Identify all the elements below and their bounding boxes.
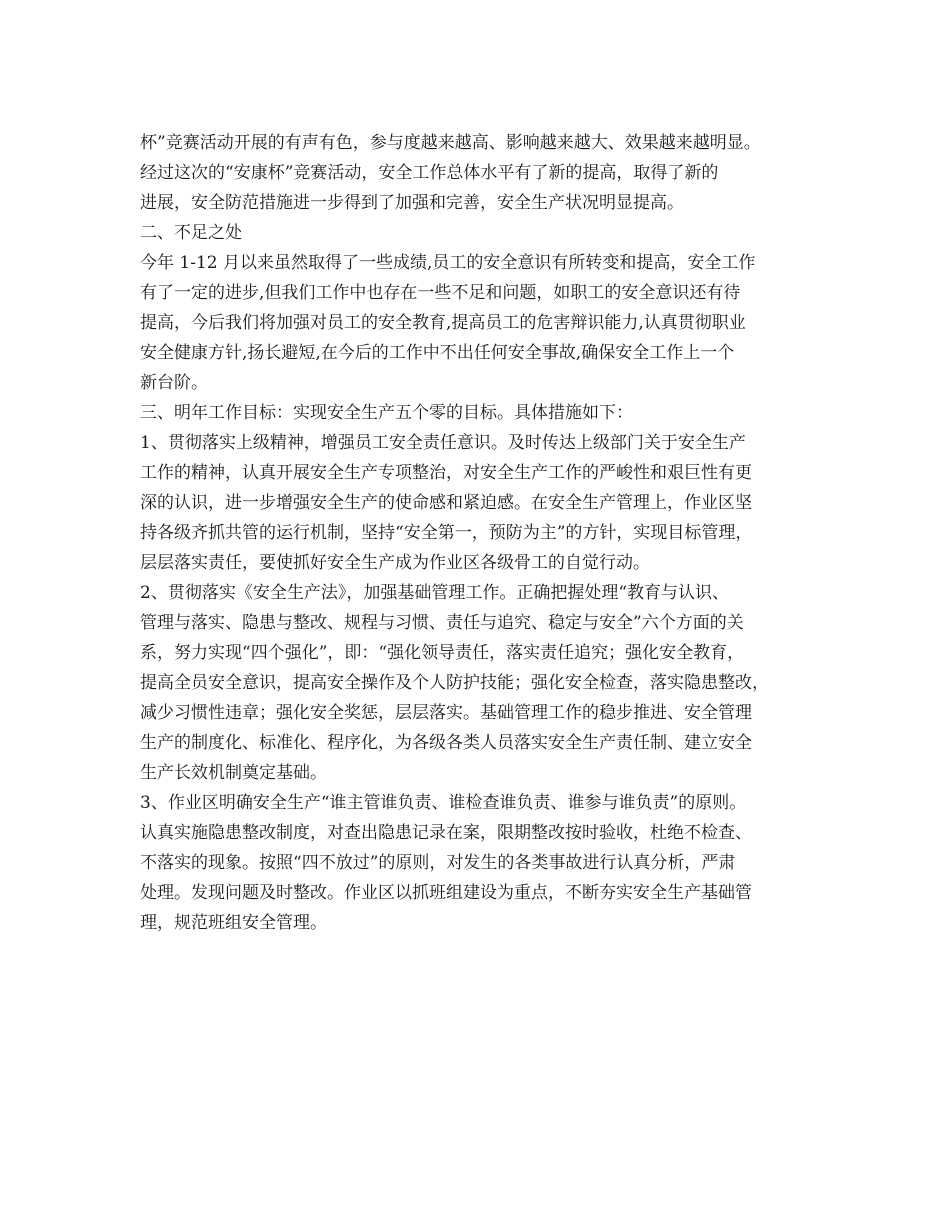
text-line: 深的认识，进一步增强安全生产的使命感和紧迫感。在安全生产管理上，作业区坚 xyxy=(140,493,752,513)
text-line: 进展，安全防范措施进一步得到了加强和完善，安全生产状况明显提高。 xyxy=(140,193,684,213)
text-line: 提高，今后我们将加强对员工的安全教育,提高员工的危害辩识能力,认真贯彻职业 xyxy=(140,313,746,333)
text-line: 今年 1-12 月以来虽然取得了一些成绩,员工的安全意识有所转变和提高，安全工作 xyxy=(140,253,756,273)
text-line: 生产的制度化、标准化、程序化，为各级各类人员落实安全生产责任制、建立安全 xyxy=(140,733,752,753)
text-line: 1、贯彻落实上级精神，增强员工安全责任意识。及时传达上级部门关于安全生产 xyxy=(140,433,746,453)
text-line: 生产长效机制奠定基础。 xyxy=(140,763,327,783)
text-line: 处理。发现问题及时整改。作业区以抓班组建设为重点，不断夯实安全生产基础管 xyxy=(140,883,752,903)
document-body xyxy=(140,128,840,938)
text-line: 3、作业区明确安全生产“谁主管谁负责、谁检查谁负责、谁参与谁负责”的原则。 xyxy=(140,793,747,813)
text-line: 新台阶。 xyxy=(140,373,208,393)
text-line: 有了一定的进步,但我们工作中也存在一些不足和问题，如职工的安全意识还有待 xyxy=(140,283,741,303)
text-line: 杯”竞赛活动开展的有声有色，参与度越来越高、影响越来越大、效果越来越明显。 xyxy=(140,133,761,153)
text-line: 认真实施隐患整改制度，对查出隐患记录在案，限期整改按时验收，杜绝不检查、 xyxy=(140,823,752,843)
text-line: 系，努力实现“四个强化”，即：“强化领导责任，落实责任追究；强化安全教育， xyxy=(140,643,745,663)
text-line: 安全健康方针,扬长避短,在今后的工作中不出任何安全事故,确保安全工作上一个 xyxy=(140,343,735,363)
text-line: 提高全员安全意识，提高安全操作及个人防护技能；强化安全检查，落实隐患整改， xyxy=(140,673,769,693)
text-line: 减少习惯性违章；强化安全奖惩，层层落实。基础管理工作的稳步推进、安全管理 xyxy=(140,703,752,723)
text-line: 2、贯彻落实《安全生产法》，加强基础管理工作。正确把握处理“教育与认识、 xyxy=(140,583,730,603)
text-line: 理，规范班组安全管理。 xyxy=(140,913,327,933)
text-line: 持各级齐抓共管的运行机制，坚持“安全第一，预防为主”的方针，实现目标管理， xyxy=(140,523,753,543)
section-heading: 三、明年工作目标：实现安全生产五个零的目标。具体措施如下： xyxy=(140,403,633,423)
text-line: 工作的精神，认真开展安全生产专项整治，对安全生产工作的严峻性和艰巨性有更 xyxy=(140,463,752,483)
text-line: 管理与落实、隐患与整改、规程与习惯、责任与追究、稳定与安全”六个方面的关 xyxy=(140,613,744,633)
section-heading: 二、不足之处 xyxy=(140,223,242,243)
text-line: 不落实的现象。按照“四不放过”的原则，对发生的各类事故进行认真分析，严肃 xyxy=(140,853,736,873)
text-line: 经过这次的“安康杯”竞赛活动，安全工作总体水平有了新的提高，取得了新的 xyxy=(140,163,719,183)
text-line: 层层落实责任，要使抓好安全生产成为作业区各级骨工的自觉行动。 xyxy=(140,553,650,573)
